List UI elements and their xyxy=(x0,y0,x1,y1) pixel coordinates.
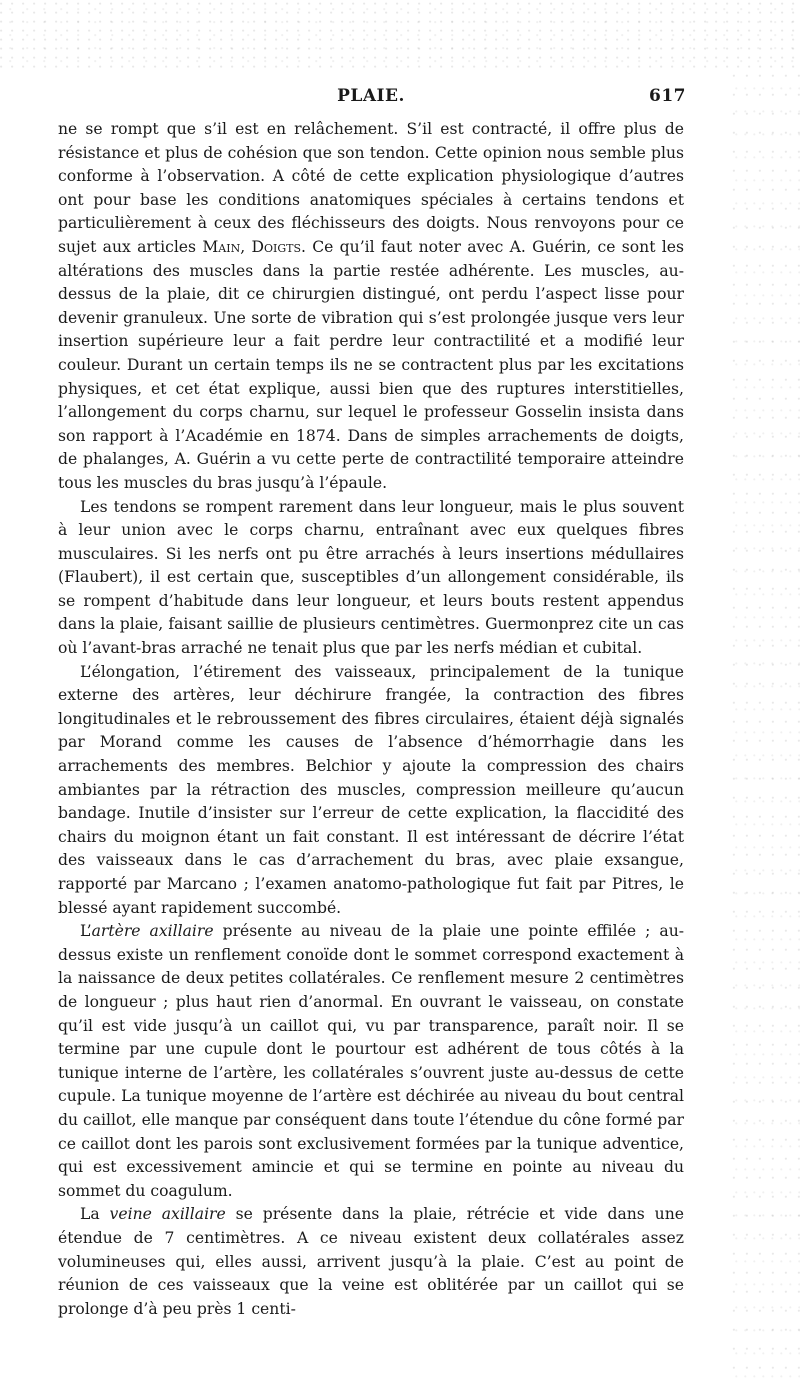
text-run: L’ xyxy=(80,922,92,941)
paragraph xyxy=(58,1203,684,1321)
italic-term: artère axillaire xyxy=(91,922,214,941)
scan-noise-margin xyxy=(730,70,800,1384)
text-run: ne se rompt que s’il est en relâchement. S’il est contracté, il offre plus de résistance et plus de cohésion que son tendon. Cette opinion nous semble plus conforme à l’observation. A côté de cette explication physiologique d’autres ont pour base les conditions anatomiques spéciales à certains tendons et particulièrement à ceux des fléchisseurs des doigts. Nous renvoyons pour ce sujet aux articles xyxy=(58,120,684,256)
text-run: présente au niveau de la plaie une pointe effilée ; au-dessus existe un renflement conoïde dont le sommet correspond exactement à la naissance de deux petites collatérales. Ce renflement mesure 2 centimètres de longueur ; plus haut rien d’anormal. En ouvrant le vaisseau, on constate qu’il est vide jusqu’à un caillot qui, vu par transparence, paraît noir. Il se termine par une cupule dont le pourtour est adhérent de tous côtés à la tunique interne de l’artère, les collatérales s’ouvrent juste au-dessus de cette cupule. La tunique moyenne de l’artère est déchirée au niveau du bout central du caillot, elle manque par conséquent dans toute l’étendue du cône formé par ce caillot dont les parois sont exclusivement formées par la tunique adventice, qui est excessivement amincie et qui se termine en pointe au niveau du sommet du coagulum. xyxy=(58,922,685,1200)
paragraph xyxy=(58,496,684,661)
text-run: Les tendons se rompent rarement dans leur longueur, mais le plus souvent à leur union avec le corps charnu, entraînant avec eux quelques fibres musculaires. Si les nerfs ont pu être arrachés à leurs insertions médullaires (Flaubert), il est certain que, susceptibles d’un allongement considérable, ils se rompent d’habitude dans leur longueur, et leurs bouts restent appendus dans la plaie, faisant saillie de plusieurs centimètres. Guermonprez cite un cas où l’avant-bras arraché ne tenait plus que par les nerfs médian et cubital. xyxy=(58,497,684,658)
page-number: 617 xyxy=(649,86,686,106)
text-run: . Ce qu’il faut noter avec A. Guérin, ce sont les altérations des muscles dans la partie restée adhérente. Les muscles, au-dessus de la plaie, dit ce chirurgien distingué, ont perdu l’aspect lisse pour devenir granuleux. Une sorte de vibration qui s’est prolongée jusque vers leur insertion supérieure leur a fait perdre leur contractilité et a modifié leur couleur. Durant un certain temps ils ne se contractent plus par les excitations physiques, et cet état explique, aussi bien que des ruptures interstitielles, l’allongement du corps charnu, sur lequel le professeur Gosselin insista dans son rapport à l’Académie en 1874. Dans de simples arrachements de doigts, de phalanges, A. Guérin a vu cette perte de contractilité temporaire atteindre tous les muscles du bras jusqu’à l’épaule. xyxy=(58,237,684,492)
text-run: , xyxy=(240,237,252,256)
body-text xyxy=(58,118,684,1321)
small-caps-reference: Main xyxy=(202,237,241,256)
scan-noise-top xyxy=(0,0,800,70)
text-run: L’élongation, l’étirement des vaisseaux, principalement de la tunique externe des artères, leur déchirure frangée, la contraction des fibres longitudinales et le rebroussement des fibres circulaires, étaient déjà signalés par Morand comme les causes de l’absence d’hémorrhagie dans les arrachements des membres. Belchior y ajoute la compression des chairs ambiantes par la rétraction des muscles, compression meilleure qu’aucun bandage. Inutile d’insister sur l’erreur de cette explication, la flaccidité des chairs du moignon étant un fait constant. Il est intéressant de décrire l’état des vaisseaux dans le cas d’arrachement du bras, avec plaie exsangue, rapporté par Marcano ; l’examen anatomo-pathologique fut fait par Pitres, le blessé ayant rapidement succombé. xyxy=(58,662,684,917)
italic-term: veine axillaire xyxy=(109,1205,226,1224)
running-head xyxy=(58,86,684,110)
text-run: se présente dans la plaie, rétrécie et vide dans une étendue de 7 centimètres. A ce niveau existent deux collatérales assez volumineuses qui, elles aussi, arrivent jusqu’à la plaie. C’est au point de réunion de ces vaisseaux que la veine est oblitérée par un caillot qui se prolonge d’à peu près 1 centi- xyxy=(58,1205,684,1318)
paragraph xyxy=(58,118,684,496)
paragraph xyxy=(58,920,684,1203)
page-title: PLAIE. xyxy=(337,86,405,106)
text-run: La xyxy=(80,1205,110,1224)
small-caps-reference: Doigts xyxy=(251,237,301,256)
paragraph xyxy=(58,661,684,921)
